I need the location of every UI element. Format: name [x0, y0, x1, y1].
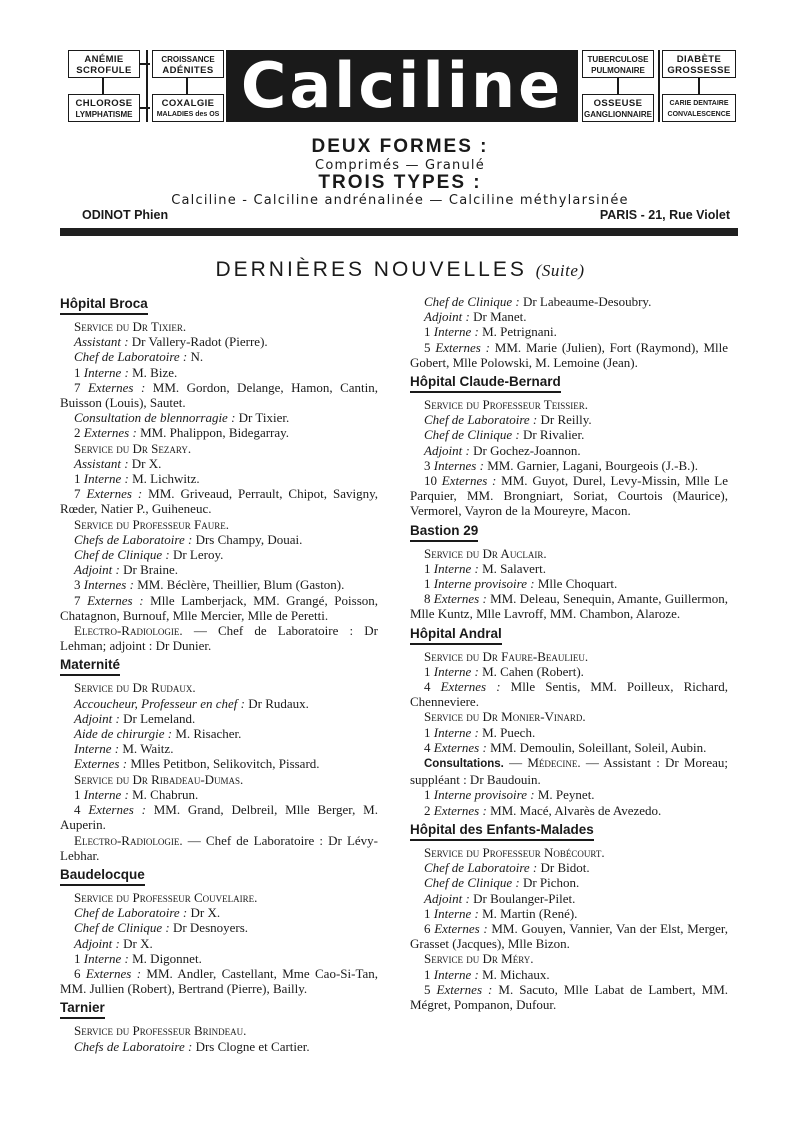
staff-entry [410, 951, 728, 966]
ad-box-anemie [68, 50, 140, 78]
staff-entry [410, 982, 728, 1012]
maker-address: PARIS - 21, Rue Violet [599, 208, 730, 222]
staff-entry [410, 458, 728, 473]
entry-text: Service du Dr Tixier. [74, 319, 187, 334]
section-heading-wrap [410, 622, 728, 649]
staff-entry [60, 517, 378, 532]
entry-text: 1 [74, 471, 84, 487]
staff-entry [60, 936, 378, 951]
section-heading-wrap [60, 863, 378, 890]
staff-entry [60, 696, 378, 711]
staff-entry [60, 425, 378, 440]
entry-text: Electro-Radiologie. [74, 623, 183, 639]
entry-text: 2 [424, 802, 434, 818]
calciline-advertisement [68, 46, 736, 126]
ad-connector [617, 78, 619, 94]
staff-entry [410, 891, 728, 906]
entry-text: 4 [424, 739, 434, 755]
staff-entry [410, 845, 728, 860]
ad-text: CONVALESCENCE [667, 111, 731, 118]
staff-entry [60, 380, 378, 410]
staff-entry [60, 890, 378, 905]
entry-text: MM. Demoulin, Soleillant, Soleil, Aubin. [486, 739, 707, 755]
brand-logo [226, 50, 578, 122]
formes-heading: DEUX FORMES : [311, 136, 489, 157]
entry-text: Externes : [83, 425, 137, 441]
entry-text: 1 [74, 950, 84, 966]
staff-entry [410, 709, 728, 724]
section-heading-wrap [60, 996, 378, 1023]
entry-text: N. [187, 349, 204, 365]
entry-text: M. Bize. [128, 364, 178, 380]
entry-text: Interne : [83, 786, 129, 802]
entry-text: Externes : [436, 981, 493, 997]
staff-entry [60, 486, 378, 516]
entry-text: 1 [424, 724, 434, 740]
staff-entry [60, 547, 378, 562]
entry-text: Interne : [433, 724, 479, 740]
entry-text: M. Digonnet. [128, 950, 202, 966]
ad-text: GROSSESSE [667, 65, 731, 76]
entry-text: Médecine. [527, 755, 581, 771]
entry-text: Service du Professeur Nobécourt. [424, 844, 605, 860]
divider-bar [60, 228, 738, 236]
ad-connector [102, 78, 104, 94]
staff-entry [410, 803, 728, 818]
entry-text: 1 [424, 560, 434, 576]
entry-text: MM. Garnier, Lagani, Bourgeois (J.-B.). [483, 457, 698, 473]
entry-text: Chefs de Laboratoire : [74, 1038, 193, 1054]
staff-entry [410, 473, 728, 519]
entry-text: Interne : [433, 560, 479, 576]
entry-text: MM. Macé, Alvarès de Avezedo. [486, 802, 662, 818]
hospital-heading: Hôpital Claude-Bernard [410, 374, 561, 393]
ad-connector [658, 50, 660, 122]
hospital-heading: Hôpital Broca [60, 296, 148, 315]
entry-text: Interne : [83, 471, 129, 487]
entry-text: — Chef de Laboratoire : Dr Lévy-Lebhar. [60, 832, 378, 863]
entry-text: Chef de Clinique : [424, 427, 520, 443]
ad-text: TUBERCULOSE [587, 55, 649, 64]
page-title [0, 258, 800, 282]
staff-entry [60, 593, 378, 623]
left-column [60, 292, 378, 1054]
entry-text: Dr X. [187, 905, 221, 921]
entry-text: Interne : [83, 364, 129, 380]
entry-text: MM. Guyot, Durel, Levy-Missin, Mlle Le Parquier, MM. Brongniart, Soriat, Courtois (Maurice), Vermorel, Vayron de la Moureyre, Macon. [410, 473, 729, 519]
entry-text: 4 [424, 679, 441, 695]
entry-text: 3 [424, 457, 434, 473]
brand-name: Calciline [240, 49, 564, 122]
entry-text: Externes : [74, 756, 128, 772]
staff-entry [60, 319, 378, 334]
entry-text: — Assistant : Dr Moreau; suppléant : Dr Baudouin. [410, 755, 729, 788]
entry-text: Service du Professeur Teissier. [424, 397, 588, 413]
staff-entry [60, 966, 378, 996]
entry-text: M. Salavert. [478, 560, 547, 576]
entry-text: M. Peynet. [534, 787, 595, 803]
entry-text: Service du Professeur Brindeau. [74, 1023, 247, 1039]
entry-text: Externes : [86, 486, 143, 502]
entry-text: Dr Vallery-Radot (Pierre). [128, 334, 268, 350]
ad-text: ANÉMIE [84, 54, 124, 65]
entry-text: 1 [74, 364, 84, 380]
entry-text: Dr Reilly. [537, 412, 592, 428]
entry-text: Externes : [87, 592, 144, 608]
entry-text: MM. Béclère, Theillier, Blum (Gaston). [133, 577, 345, 593]
staff-entry [60, 623, 378, 653]
ad-connector [698, 78, 700, 94]
staff-entry [60, 726, 378, 741]
entry-text: Dr Tixier. [235, 410, 290, 426]
section-heading-wrap [410, 818, 728, 845]
entry-text: Chef de Clinique : [424, 875, 520, 891]
staff-entry [410, 340, 728, 370]
entry-text: Dr Leroy. [169, 547, 224, 563]
ad-box-coxalgie [152, 94, 224, 122]
entry-text: 2 [74, 425, 84, 441]
hospital-heading: Tarnier [60, 1000, 105, 1019]
entry-text: Consultations. [424, 758, 504, 771]
staff-entry [60, 577, 378, 592]
section-heading-wrap [410, 519, 728, 546]
entry-text: M. Risacher. [172, 726, 242, 742]
entry-text: Mlle Choquart. [534, 576, 618, 592]
entry-text: Chef de Laboratoire : [74, 905, 188, 921]
entry-text: MM. Gordon, Delange, Hamon, Cantin, Buisson (Louis), Sautet. [60, 379, 378, 411]
entry-text: Service du Professeur Couvelaire. [74, 889, 258, 905]
entry-text: Service du Dr Méry. [424, 951, 534, 967]
staff-entry [60, 920, 378, 935]
section-heading-wrap [60, 292, 378, 319]
ad-box-croissance [152, 50, 224, 78]
hospital-heading: Maternité [60, 657, 120, 676]
maker-name: ODINOT Phien [82, 208, 169, 222]
entry-text: 1 [424, 905, 434, 921]
staff-entry [410, 906, 728, 921]
entry-text: M. Chabrun. [128, 786, 199, 802]
staff-entry [60, 756, 378, 771]
entry-text: Electro-Radiologie. [74, 832, 183, 848]
entry-text: Dr Labeaume-Desoubry. [519, 294, 652, 309]
staff-entry [60, 951, 378, 966]
section-heading-wrap [60, 653, 378, 680]
entry-text: M. Puech. [478, 724, 536, 740]
ad-box-osseuse [582, 94, 654, 122]
staff-entry [60, 349, 378, 364]
entry-text: 6 [74, 965, 86, 981]
staff-entry [410, 576, 728, 591]
staff-entry [410, 324, 728, 339]
entry-text: 3 [74, 577, 84, 593]
entry-text: Service du Professeur Faure. [74, 516, 229, 532]
entry-text: 10 [424, 473, 442, 489]
entry-text: Drs Champy, Douai. [192, 531, 303, 547]
entry-text: 5 [424, 981, 437, 997]
entry-text: Externes : [434, 920, 488, 936]
ad-connector [140, 107, 150, 109]
entry-text: Interne : [83, 950, 129, 966]
staff-entry [410, 546, 728, 561]
ad-box-carie [662, 94, 736, 122]
entry-text: Externes : [433, 802, 487, 818]
entry-text: 8 [424, 591, 434, 607]
staff-entry [60, 471, 378, 486]
ad-text: MALADIES des OS [156, 111, 220, 118]
entry-text: Dr Rivalier. [519, 427, 585, 443]
staff-entry [60, 532, 378, 547]
staff-entry [410, 649, 728, 664]
staff-entry [60, 410, 378, 425]
entry-text: 7 [74, 379, 88, 395]
entry-text: 1 [424, 966, 434, 982]
entry-text: Chef de Laboratoire : [74, 349, 188, 365]
entry-text: Externes : [85, 965, 142, 981]
entry-text: M. Lichwitz. [128, 471, 200, 487]
entry-text: Dr Bidot. [537, 860, 590, 876]
staff-entry [60, 365, 378, 380]
entry-text: 1 [424, 576, 434, 592]
staff-entry [60, 441, 378, 456]
staff-entry [410, 309, 728, 324]
entry-text: Dr Pichon. [519, 875, 580, 891]
ad-text: PULMONAIRE [591, 66, 645, 75]
staff-entry [410, 755, 728, 787]
entry-text: Dr Rudaux. [245, 695, 309, 711]
entry-text: Chef de Laboratoire : [424, 412, 538, 428]
entry-text: Adjoint : [424, 890, 470, 906]
entry-text: M. Petrignani. [478, 324, 557, 340]
entry-text: Interne provisoire : [433, 576, 535, 592]
staff-entry [60, 456, 378, 471]
staff-entry [410, 740, 728, 755]
hospital-heading: Hôpital des Enfants-Malades [410, 822, 594, 841]
ad-box-tuberculose [582, 50, 654, 78]
types-line: Calciline - Calciline andrénalinée — Calciline méthylarsinée [171, 193, 629, 208]
entry-text: 1 [74, 786, 84, 802]
staff-entry [410, 561, 728, 576]
ad-text: COXALGIE [161, 98, 215, 109]
entry-text: Service du Dr Rudaux. [74, 680, 196, 696]
entry-text: M. Michaux. [478, 966, 550, 982]
ad-connector [146, 50, 148, 122]
entry-text: Interne : [433, 966, 479, 982]
entry-text: Adjoint : [74, 562, 120, 578]
entry-text: Mlle Sentis, MM. Poilleux, Richard, Chenneviere. [410, 679, 728, 710]
hospital-heading: Baudelocque [60, 867, 145, 886]
entry-text: Chef de Laboratoire : [424, 860, 538, 876]
entry-text: Externes : [433, 591, 487, 607]
entry-text: MM. Deleau, Senequin, Amante, Guillermon, Mlle Kuntz, Mlle Lavroff, MM. Chambon, Alaroze. [410, 591, 728, 622]
entry-text: Interne : [433, 324, 479, 340]
staff-entry [60, 833, 378, 863]
staff-entry [60, 787, 378, 802]
entry-text: Aide de chirurgie : [74, 726, 173, 742]
entry-text: Dr Boulanger-Pilet. [469, 890, 576, 906]
entry-text: Service du Dr Monier-Vinard. [424, 709, 586, 725]
staff-entry [60, 802, 378, 832]
entry-text: 1 [424, 663, 434, 679]
entry-text: Externes : [433, 739, 487, 755]
section-heading-wrap [410, 370, 728, 397]
entry-text: Mlles Petitbon, Selikovitch, Pissard. [127, 756, 320, 772]
staff-entry [60, 1039, 378, 1054]
entry-text: MM. Grand, Delbreil, Mlle Berger, M. Auperin. [60, 802, 378, 833]
staff-entry [60, 741, 378, 756]
ad-connector [140, 63, 150, 65]
entry-text: 5 [424, 339, 436, 355]
entry-text: Adjoint : [74, 710, 120, 726]
ad-text: CHLOROSE [75, 98, 133, 109]
staff-entry [410, 443, 728, 458]
entry-text: Internes : [433, 457, 484, 473]
staff-entry [410, 725, 728, 740]
staff-entry [60, 1023, 378, 1038]
hospital-heading: Hôpital Andral [410, 626, 502, 645]
hospital-heading: Bastion 29 [410, 523, 478, 542]
staff-entry [410, 860, 728, 875]
entry-text: — [503, 755, 528, 771]
entry-text: Dr X. [119, 935, 153, 951]
staff-entry [410, 875, 728, 890]
ad-text: LYMPHATISME [75, 110, 133, 119]
entry-text: MM. Andler, Castellant, Mme Cao-Si-Tan, MM. Jullien (Robert), Bertrand (Pierre), Bailly. [60, 965, 379, 997]
entry-text: Externes : [87, 379, 146, 395]
entry-text: Interne : [433, 663, 479, 679]
entry-text: Interne : [74, 741, 120, 757]
page-title-main: DERNIÈRES NOUVELLES [215, 258, 527, 281]
right-column [410, 294, 728, 1012]
entry-text: Accoucheur, Professeur en chef : [74, 695, 245, 711]
staff-entry [60, 562, 378, 577]
entry-text: Adjoint : [74, 935, 120, 951]
entry-text: Adjoint : [424, 442, 470, 458]
ad-text: SCROFULE [76, 65, 132, 76]
entry-text: 1 [424, 324, 434, 340]
entry-text: MM. Phalippon, Bidegarray. [136, 425, 290, 441]
entry-text: Chef de Clinique : [74, 547, 170, 563]
ad-connector [186, 78, 188, 94]
staff-entry [60, 334, 378, 349]
ad-text: GANGLIONNAIRE [584, 110, 652, 119]
entry-text: Chefs de Laboratoire : [74, 531, 193, 547]
ad-box-chlorose [68, 94, 140, 122]
entry-text: M. Waitz. [119, 741, 174, 757]
staff-entry [410, 921, 728, 951]
entry-text: Adjoint : [424, 309, 470, 325]
staff-entry [410, 294, 728, 309]
entry-text: MM. Gouyen, Vannier, Van der Elst, Merger, Grasset (Jacques), Mlle Bizon. [410, 920, 728, 952]
staff-entry [410, 967, 728, 982]
entry-text: 1 [424, 787, 434, 803]
staff-entry [410, 679, 728, 709]
entry-text: Service du Dr Faure-Beaulieu. [424, 648, 589, 664]
entry-text: Internes : [83, 577, 134, 593]
entry-text: Consultation de blennorragie : [74, 410, 236, 426]
ad-text: CROISSANCE [161, 55, 215, 64]
staff-entry [410, 412, 728, 427]
entry-text: M. Cahen (Robert). [478, 663, 584, 679]
ad-text: ADÉNITES [162, 65, 214, 76]
entry-text: Mlle Lamberjack, MM. Grangé, Poisson, Chatagnon, Burnouf, Mlle Mercier, Mlle de Peretti. [60, 592, 379, 623]
entry-text: — Chef de Laboratoire : Dr Lehman; adjoint : Dr Dunier. [60, 623, 378, 654]
page-title-sub: (Suite) [535, 261, 585, 280]
entry-text: Service du Dr Ribadeau-Dumas. [74, 771, 244, 787]
staff-entry [60, 905, 378, 920]
entry-text: Interne provisoire : [433, 787, 535, 803]
ad-text: CARIE DENTAIRE [669, 100, 729, 107]
entry-text: MM. Marie (Julien), Fort (Raymond), Mlle Gobert, Mlle Polowski, M. Lemoine (Jean). [410, 339, 728, 370]
staff-entry [410, 787, 728, 802]
entry-text: Dr X. [128, 455, 162, 471]
ad-text: DIABÈTE [676, 54, 722, 65]
staff-entry [410, 591, 728, 621]
entry-text: Dr Manet. [469, 309, 527, 325]
entry-text: Service du Dr Sezary. [74, 440, 192, 456]
entry-text: MM. Griveaud, Perrault, Chipot, Savigny, Rœder, Natier P., Guiheneuc. [60, 486, 379, 517]
entry-text: 7 [74, 486, 87, 502]
entry-text: M. Martin (René). [478, 905, 578, 921]
types-heading: TROIS TYPES : [318, 172, 482, 193]
entry-text: 7 [74, 592, 88, 608]
entry-text: Dr Braine. [119, 562, 178, 578]
ad-box-diabete [662, 50, 736, 78]
staff-entry [410, 664, 728, 679]
entry-text: Externes : [435, 339, 490, 355]
entry-text: Externes : [440, 679, 501, 695]
entry-text: 6 [424, 920, 435, 936]
entry-text: Assistant : [74, 334, 129, 350]
entry-text: 4 [74, 802, 89, 818]
entry-text: Interne : [433, 905, 479, 921]
staff-entry [410, 397, 728, 412]
staff-entry [60, 680, 378, 695]
formes-line: Comprimés — Granulé [315, 158, 485, 173]
entry-text: Service du Dr Auclair. [424, 545, 547, 561]
entry-text: M. Sacuto, Mlle Labat de Lambert, MM. Mégret, Pompanon, Dufour. [410, 981, 729, 1012]
entry-text: Drs Clogne et Cartier. [192, 1038, 310, 1054]
entry-text: Assistant : [74, 455, 129, 471]
staff-entry [60, 772, 378, 787]
ad-text: OSSEUSE [593, 98, 643, 109]
entry-text: Dr Gochez-Joannon. [469, 442, 581, 458]
entry-text: Dr Lemeland. [119, 710, 196, 726]
staff-entry [60, 711, 378, 726]
staff-entry [410, 427, 728, 442]
entry-text: Externes : [441, 473, 497, 489]
entry-text: Chef de Clinique : [424, 294, 520, 309]
entry-text: Chef de Clinique : [74, 920, 170, 936]
entry-text: Dr Desnoyers. [169, 920, 249, 936]
entry-text: Externes : [88, 802, 146, 818]
